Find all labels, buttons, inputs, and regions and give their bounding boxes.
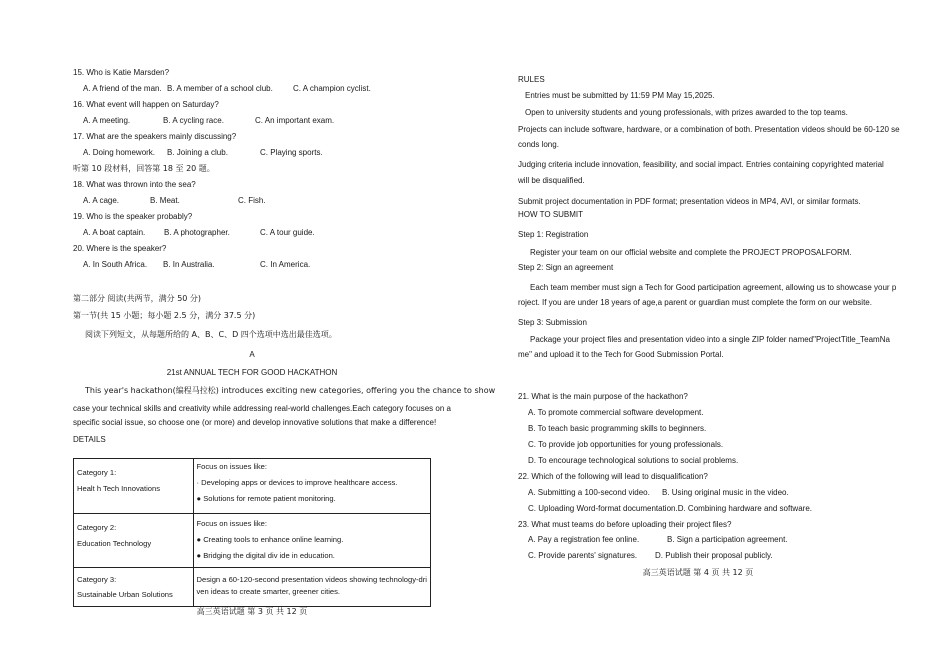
page-footer: 高三英语试题 第 4 页 共 12 页 (642, 568, 754, 577)
category-number: Category 3: (77, 575, 117, 584)
section-note: 听第 10 段材料，回答第 18 至 20 题。 (73, 164, 215, 173)
option: A. A meeting. (83, 116, 131, 125)
question-stem: 16. What event will happen on Saturday? (73, 100, 219, 109)
option: B. A photographer. (164, 228, 230, 237)
option: C. To provide job opportunities for young professionals. (528, 440, 724, 449)
rule-item: Open to university students and young professionals, with prizes awarded to the top teams. (525, 108, 848, 117)
category-name: Sustainable Urban Solutions (77, 590, 173, 599)
rules-label: RULES (518, 75, 545, 84)
step-text: roject. If you are under 18 years of age,a parent or guardian must complete the form on our website. (518, 298, 872, 307)
focus-item: · Developing apps or devices to improve healthcare access. (196, 478, 398, 487)
table-row (74, 568, 431, 607)
focus-cell (193, 514, 431, 568)
question-options (83, 148, 323, 158)
option: A. Doing homework. (83, 148, 156, 157)
option: B. Sign a participation agreement. (667, 535, 788, 544)
option: C. A tour guide. (260, 228, 315, 237)
step-text: Each team member must sign a Tech for Good participation agreement, allowing us to showcase your p (530, 283, 897, 292)
option: C. An important exam. (255, 116, 335, 125)
option: C. Provide parents' signatures. (528, 551, 638, 560)
focus-text: Design a 60-120-second presentation videos showing technology-dri (196, 575, 427, 584)
focus-text: ven ideas to create smarter, greener cities. (196, 587, 341, 596)
question-stem: 19. Who is the speaker probably? (73, 212, 193, 221)
focus-cell (193, 568, 431, 607)
question-options (528, 535, 788, 545)
option: B. In Australia. (163, 260, 215, 269)
option: C. A champion cyclist. (293, 84, 371, 93)
question-stem: 18. What was thrown into the sea? (73, 180, 196, 189)
step-text: Package your project files and presentation video into a single ZIP folder named"ProjectTitle_TeamNa (530, 335, 890, 344)
part2-instructions: 阅读下列短文，从每题所给的 A、B、C、D 四个选项中选出最佳选项。 (85, 330, 337, 339)
question-stem: 20. Where is the speaker? (73, 244, 167, 253)
focus-heading: Focus on issues like: (196, 462, 267, 471)
page-footer: 高三英语试题 第 3 页 共 12 页 (196, 607, 308, 616)
option: B. Joining a club. (167, 148, 228, 157)
question-stem: 23. What must teams do before uploading their project files? (518, 520, 732, 529)
option: B. A member of a school club. (167, 84, 273, 93)
category-cell (74, 568, 194, 607)
question-options (528, 551, 773, 561)
intro-line: specific social issue, so choose one (or more) and develop innovative solutions that make a difference! (73, 418, 437, 427)
part2-title: 第二部分 阅读(共两节，满分 50 分) (73, 294, 202, 303)
details-label: DETAILS (73, 435, 106, 444)
option: A. Pay a registration fee online. (528, 535, 640, 544)
option: B. Using original music in the video. (662, 488, 789, 497)
rule-item: Judging criteria include innovation, feasibility, and social impact. Entries containing copyrighted material (518, 160, 884, 169)
option: C. Fish. (238, 196, 266, 205)
table-row (74, 514, 431, 568)
intro-line: case your technical skills and creativity while addressing real-world challenges.Each category focuses on a (73, 404, 451, 413)
question-options (528, 488, 789, 498)
step-heading: Step 2: Sign an agreement (518, 263, 614, 272)
option: B. Meat. (150, 196, 180, 205)
option: C. Playing sports. (260, 148, 323, 157)
intro-line: This year's hackathon(编程马拉松) introduces exciting new categories, offering you the chance to show (85, 386, 496, 395)
details-table (73, 458, 431, 607)
category-cell (74, 514, 194, 568)
option: C. In America. (260, 260, 311, 269)
step-text: Register your team on our official website and complete the PROJECT PROPOSALFORM. (530, 248, 852, 257)
step-text: me" and upload it to the Tech for Good Submission Portal. (518, 350, 724, 359)
category-number: Category 2: (77, 523, 117, 532)
rule-item: will be disqualified. (518, 176, 585, 185)
passage-letter: A (249, 350, 255, 359)
table-row (74, 459, 431, 514)
option: A. In South Africa. (83, 260, 148, 269)
rule-item: Entries must be submitted by 11:59 PM May 15,2025. (525, 91, 715, 100)
part2-subtitle: 第一节(共 15 小题；每小题 2.5 分，满分 37.5 分) (73, 311, 256, 320)
question-options (83, 196, 266, 206)
option: B. A cycling race. (163, 116, 224, 125)
focus-cell (193, 459, 431, 514)
category-name: Education Technology (77, 539, 152, 548)
step-heading: Step 1: Registration (518, 230, 589, 239)
option: B. To teach basic programming skills to beginners. (528, 424, 707, 433)
passage-title: 21st ANNUAL TECH FOR GOOD HACKATHON (166, 368, 338, 377)
category-number: Category 1: (77, 468, 117, 477)
option: D. Publish their proposal publicly. (655, 551, 773, 560)
question-stem: 15. Who is Katie Marsden? (73, 68, 170, 77)
rule-item: conds long. (518, 140, 559, 149)
option: C. Uploading Word-format documentation.D. Combining hardware and software. (528, 504, 812, 513)
option: A. A boat captain. (83, 228, 146, 237)
focus-item: ● Bridging the digital div ide in education. (196, 551, 335, 560)
option: A. A cage. (83, 196, 120, 205)
focus-item: ● Creating tools to enhance online learning. (196, 535, 344, 544)
category-name: Healt h Tech Innovations (77, 484, 161, 493)
step-heading: Step 3: Submission (518, 318, 587, 327)
how-to-submit-label: HOW TO SUBMIT (518, 210, 584, 219)
question-options (83, 260, 310, 270)
question-options (83, 228, 315, 238)
option: D. To encourage technological solutions to social problems. (528, 456, 739, 465)
question-stem: 22. Which of the following will lead to disqualification? (518, 472, 708, 481)
focus-item: ● Solutions for remote patient monitoring. (196, 494, 336, 503)
focus-heading: Focus on issues like: (196, 519, 267, 528)
question-stem: 21. What is the main purpose of the hackathon? (518, 392, 688, 401)
option: A. A friend of the man. (83, 84, 162, 93)
option: A. Submitting a 100-second video. (528, 488, 650, 497)
rule-item: Submit project documentation in PDF format; presentation videos in MP4, AVI, or similar formats. (518, 197, 861, 206)
question-options (83, 116, 334, 126)
category-cell (74, 459, 194, 514)
question-stem: 17. What are the speakers mainly discussing? (73, 132, 237, 141)
question-options (83, 84, 371, 94)
option: A. To promote commercial software development. (528, 408, 704, 417)
rule-item: Projects can include software, hardware, or a combination of both. Presentation videos should be 60-120 se (518, 125, 900, 134)
